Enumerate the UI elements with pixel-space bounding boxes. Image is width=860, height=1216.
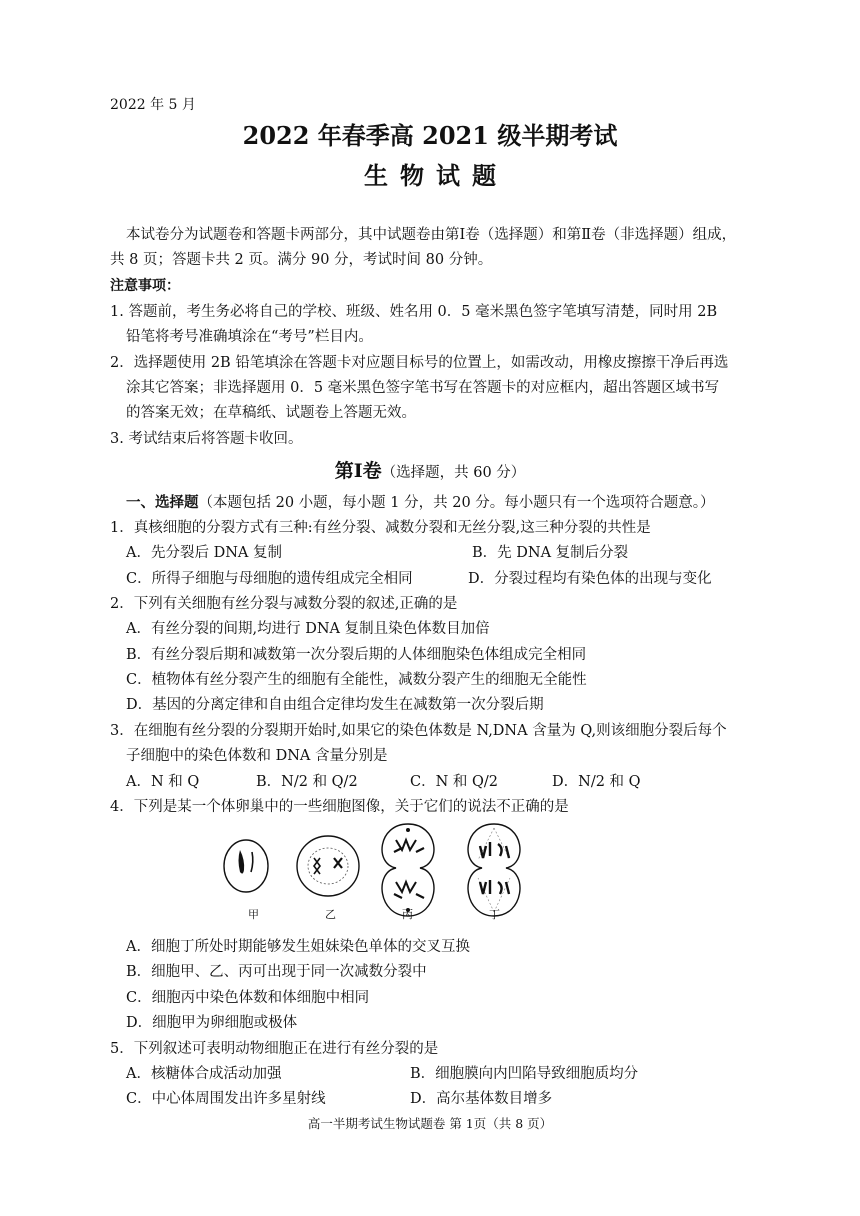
answer-option: D．高尔基体数目增多 [410, 1091, 553, 1107]
section-title-note: （选择题，共 60 分） [381, 465, 526, 481]
note-line: 3. 考试结束后将答题卡收回。 [110, 431, 303, 447]
answer-option: C．植物体有丝分裂产生的细胞有全能性，减数分裂产生的细胞无全能性 [126, 672, 587, 688]
question-stem: 5．下列叙述可表明动物细胞正在进行有丝分裂的是 [110, 1041, 439, 1057]
answer-option: A．有丝分裂的间期,均进行 DNA 复制且染色体数目加倍 [126, 621, 490, 637]
cell-ding [468, 824, 520, 916]
intro-line-2: 共 8 页；答题卡共 2 页。满分 90 分，考试时间 80 分钟。 [110, 252, 493, 268]
cell-division-figure [218, 820, 524, 918]
answer-option: C．细胞丙中染色体数和体细胞中相同 [126, 990, 370, 1006]
question-stem: 3．在细胞有丝分裂的分裂期开始时,如果它的染色体数是 N,DNA 含量为 Q,则该细胞分裂后每个 [110, 723, 727, 739]
figure-label: 丙 [402, 908, 413, 921]
part-label: 一、选择题 [126, 494, 199, 511]
cell-jia [224, 840, 268, 892]
answer-option: C．N 和 Q/2 [410, 774, 498, 790]
answer-option: B．N/2 和 Q/2 [256, 774, 358, 790]
question-stem: 子细胞中的染色体数和 DNA 含量分别是 [126, 748, 388, 764]
note-line: 涂其它答案；非选择题用 0．5 毫米黑色签字笔书写在答题卡的对应框内，超出答题区域书写 [126, 380, 720, 396]
answer-option: A．先分裂后 DNA 复制 [126, 545, 282, 561]
answer-option: C．所得子细胞与母细胞的遗传组成完全相同 [126, 571, 413, 587]
answer-option: A．N 和 Q [126, 774, 200, 790]
intro-line-1: 本试卷分为试题卷和答题卡两部分，其中试题卷由第Ⅰ卷（选择题）和第Ⅱ卷（非选择题）组成， [126, 227, 737, 243]
question-stem: 2．下列有关细胞有丝分裂与减数分裂的叙述,正确的是 [110, 596, 458, 612]
section-heading [0, 456, 860, 483]
part-description: （本题包括 20 小题，每小题 1 分，共 20 分。每小题只有一个选项符合题意。） [198, 495, 715, 511]
note-line: 的答案无效；在草稿纸、试题卷上答题无效。 [126, 405, 416, 421]
figure-label: 丁 [489, 908, 500, 921]
answer-option: D．细胞甲为卵细胞或极体 [126, 1015, 298, 1031]
answer-option: D．基因的分离定律和自由组合定律均发生在减数第一次分裂后期 [126, 697, 544, 713]
exam-date: 2022 年 5 月 [110, 97, 196, 113]
answer-option: B．细胞膜向内凹陷导致细胞质均分 [410, 1066, 639, 1082]
note-line: 2．选择题使用 2B 铅笔填涂在答题卡对应题目标号的位置上，如需改动，用橡皮擦擦干净后再选 [110, 355, 729, 371]
exam-subtitle: 生物试题 [364, 161, 508, 190]
exam-title: 2022 年春季高 2021 级半期考试 [242, 121, 618, 150]
note-line: 1. 答题前，考生务必将自己的学校、班级、姓名用 0．5 毫米黑色签字笔填写清楚，同时用 2B [110, 304, 718, 320]
figure-label: 甲 [248, 908, 259, 921]
answer-option: A．核糖体合成活动加强 [126, 1066, 282, 1082]
question-stem: 4．下列是某一个体卵巢中的一些细胞图像，关于它们的说法不正确的是 [110, 799, 569, 815]
cell-bing [382, 824, 434, 916]
figure-label: 乙 [325, 908, 336, 921]
answer-option: B．先 DNA 复制后分裂 [472, 545, 629, 561]
answer-option: D．分裂过程均有染色体的出现与变化 [468, 571, 712, 587]
note-line: 铅笔将考号准确填涂在“考号”栏目内。 [126, 329, 373, 345]
answer-option: C．中心体周围发出许多星射线 [126, 1091, 326, 1107]
answer-option: D．N/2 和 Q [552, 774, 641, 790]
section-title: 第Ⅰ卷 [334, 460, 382, 482]
cell-yi [297, 836, 359, 896]
answer-option: A．细胞丁所处时期能够发生姐妹染色单体的交叉互换 [126, 939, 470, 955]
notes-heading: 注意事项： [110, 278, 180, 294]
answer-option: B．细胞甲、乙、丙可出现于同一次减数分裂中 [126, 964, 427, 980]
page-footer: 高一半期考试生物试题卷 第 1页（共 8 页） [307, 1116, 553, 1131]
part-heading [126, 491, 715, 512]
answer-option: B．有丝分裂后期和减数第一次分裂后期的人体细胞染色体组成完全相同 [126, 647, 587, 663]
question-stem: 1．真核细胞的分裂方式有三种:有丝分裂、减数分裂和无丝分裂,这三种分裂的共性是 [110, 520, 651, 536]
